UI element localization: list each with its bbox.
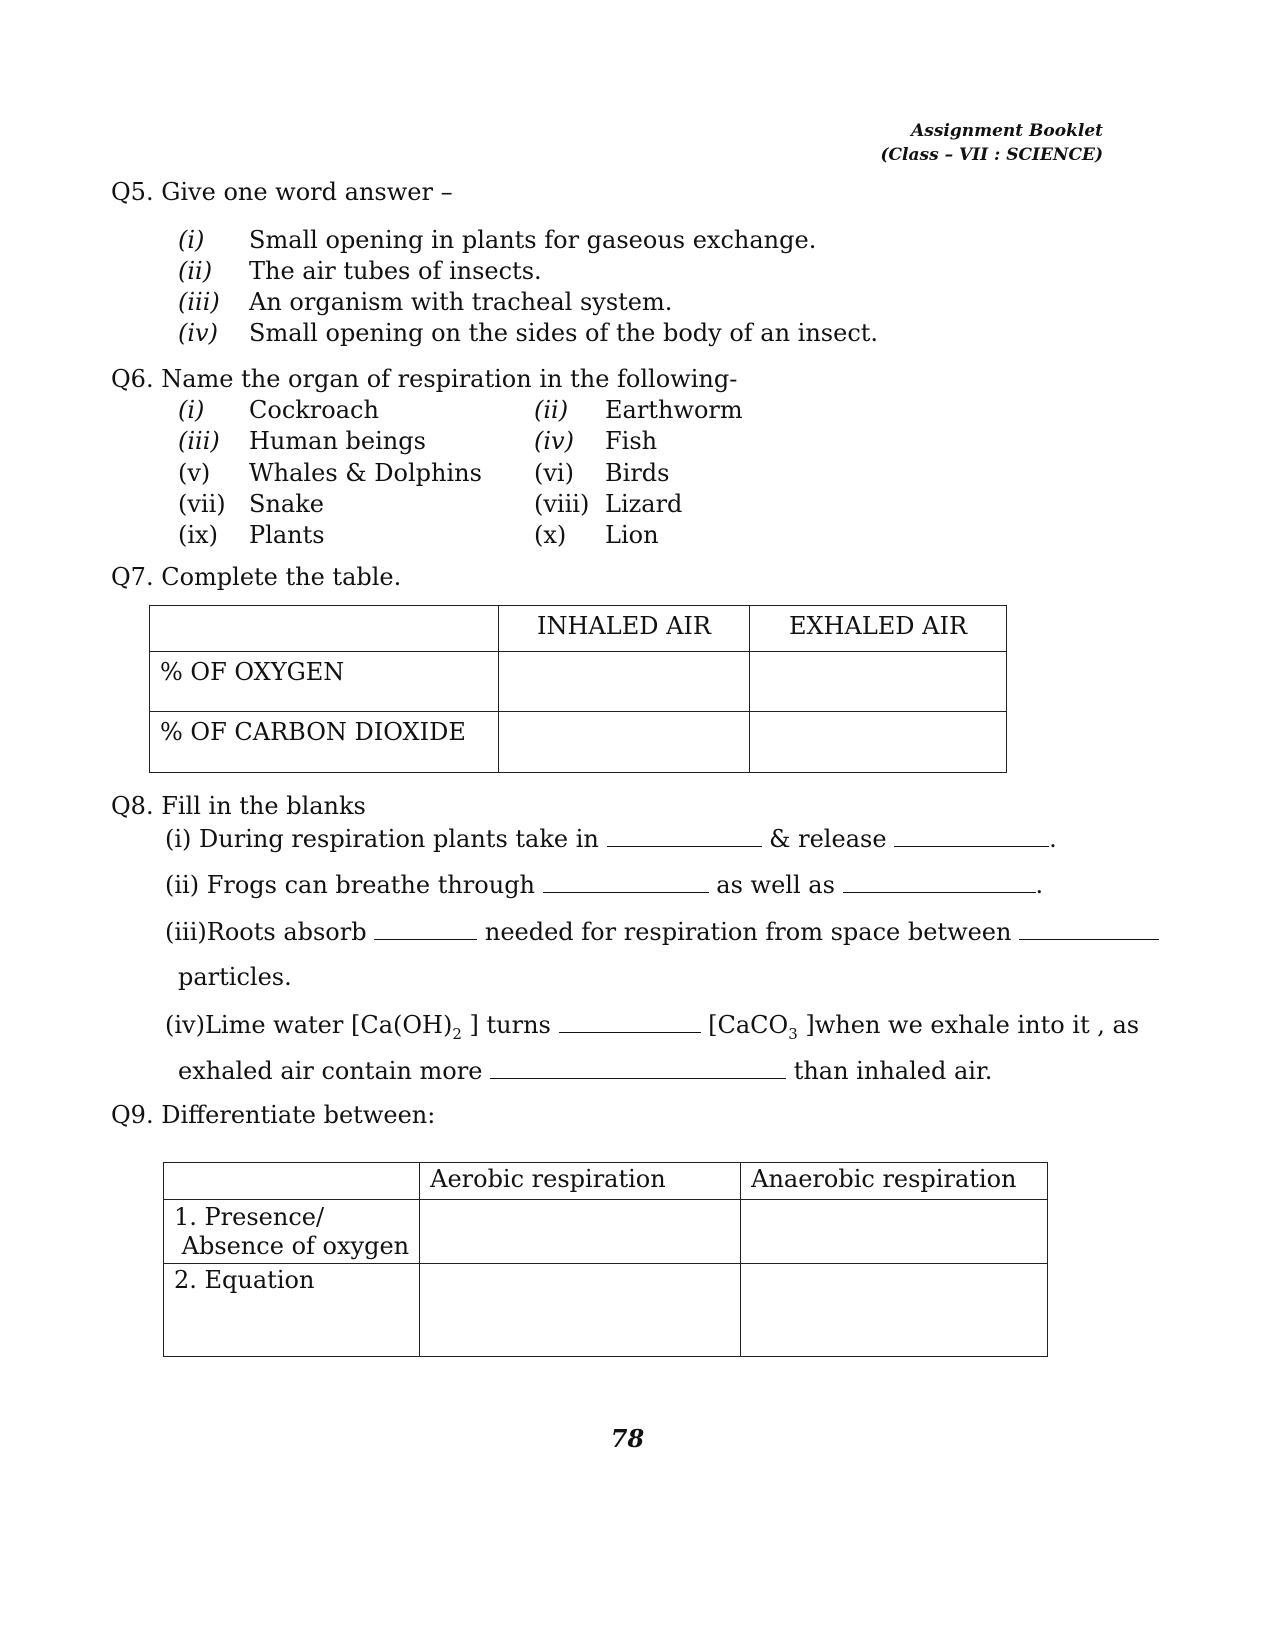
q9-col-anaerobic: Anaerobic respiration (741, 1163, 1048, 1200)
q6-right-num-5: (x) (534, 521, 567, 549)
q9-cell-oxygen-aerobic[interactable] (420, 1200, 741, 1264)
q6-left-item-1: Cockroach (249, 396, 379, 424)
q5-title: Q5. Give one word answer – (111, 178, 453, 206)
q6-right-item-4: Lizard (605, 490, 683, 518)
q6-right-num-2: (iv) (534, 427, 574, 455)
q8-item-4-cont: exhaled air contain more than inhaled air. (178, 1057, 993, 1085)
q7-cell-co2-exhaled[interactable] (750, 712, 1007, 773)
q7-row-oxygen: % OF OXYGEN (150, 652, 499, 712)
q6-right-item-2: Fish (605, 427, 658, 455)
booklet-subtitle: (Class – VII : SCIENCE) (880, 145, 1103, 165)
q9-table (163, 1162, 1048, 1357)
q9-header-blank (164, 1163, 420, 1200)
q7-cell-co2-inhaled[interactable] (499, 712, 750, 773)
q8-item-1: (i) During respiration plants take in & release . (165, 825, 1057, 853)
q8-blank-5[interactable] (374, 917, 477, 940)
page-number: 78 (610, 1424, 645, 1453)
booklet-title: Assignment Booklet (911, 121, 1103, 141)
q5-num-3: (iii) (178, 288, 220, 316)
q9-title: Q9. Differentiate between: (111, 1101, 436, 1129)
q8-blank-4[interactable] (843, 870, 1036, 893)
q8-item-3: (iii)Roots absorb needed for respiration from space between (165, 917, 1159, 946)
q5-item-2: The air tubes of insects. (249, 257, 542, 285)
q8-blank-1[interactable] (607, 824, 762, 847)
q6-left-num-1: (i) (178, 396, 205, 424)
q6-right-item-1: Earthworm (605, 396, 743, 424)
q8-blank-7[interactable] (559, 1010, 701, 1033)
q6-right-item-5: Lion (605, 521, 659, 549)
q8-title: Q8. Fill in the blanks (111, 792, 366, 820)
q6-right-item-3: Birds (605, 459, 670, 487)
q6-left-item-3: Whales & Dolphins (249, 459, 482, 487)
q7-cell-oxygen-exhaled[interactable] (750, 652, 1007, 712)
q8-item-4: (iv)Lime water [$Ca(OH)_2$ ] turns [CaCO$_3$ ]when we exhale into it , as (165, 1011, 1140, 1043)
q7-cell-oxygen-inhaled[interactable] (499, 652, 750, 712)
q6-left-num-2: (iii) (178, 427, 220, 455)
q5-num-4: (iv) (178, 319, 218, 347)
booklet-header (880, 119, 1103, 167)
q7-col-exhaled: EXHALED AIR (750, 606, 1007, 652)
q7-title: Q7. Complete the table. (111, 563, 402, 591)
q7-col-inhaled: INHALED AIR (499, 606, 750, 652)
q8-blank-3[interactable] (543, 870, 709, 893)
q6-right-num-1: (ii) (534, 396, 569, 424)
q9-cell-equation-aerobic[interactable] (420, 1264, 741, 1357)
q6-left-num-5: (ix) (178, 521, 218, 549)
q5-item-3: An organism with tracheal system. (249, 288, 673, 316)
q6-right-num-3: (vi) (534, 459, 574, 487)
q5-item-4: Small opening on the sides of the body of an insect. (249, 319, 879, 347)
q9-col-aerobic: Aerobic respiration (420, 1163, 741, 1200)
q8-blank-2[interactable] (894, 824, 1049, 847)
q6-title: Q6. Name the organ of respiration in the following- (111, 365, 738, 393)
q6-right-num-4: (viii) (534, 490, 590, 518)
q6-left-num-3: (v) (178, 459, 211, 487)
q8-item-2: (ii) Frogs can breathe through as well as . (165, 871, 1044, 899)
q7-row-co2: % OF CARBON DIOXIDE (150, 712, 499, 773)
q8-blank-8[interactable] (490, 1056, 786, 1079)
q9-cell-oxygen-anaerobic[interactable] (741, 1200, 1048, 1264)
q9-row-oxygen: 1. Presence/ Absence of oxygen (164, 1200, 420, 1264)
q5-num-2: (ii) (178, 257, 213, 285)
q7-table (149, 605, 1007, 773)
q6-left-item-4: Snake (249, 490, 324, 518)
q5-num-1: (i) (178, 226, 205, 254)
q9-row-equation: 2. Equation (164, 1264, 420, 1357)
q9-cell-equation-anaerobic[interactable] (741, 1264, 1048, 1357)
q6-left-item-2: Human beings (249, 427, 426, 455)
q5-item-1: Small opening in plants for gaseous exchange. (249, 226, 817, 254)
q7-header-blank (150, 606, 499, 652)
q6-left-num-4: (vii) (178, 490, 226, 518)
q8-blank-6[interactable] (1019, 917, 1159, 940)
q6-left-item-5: Plants (249, 521, 325, 549)
q8-item-3-cont: particles. (178, 963, 292, 991)
